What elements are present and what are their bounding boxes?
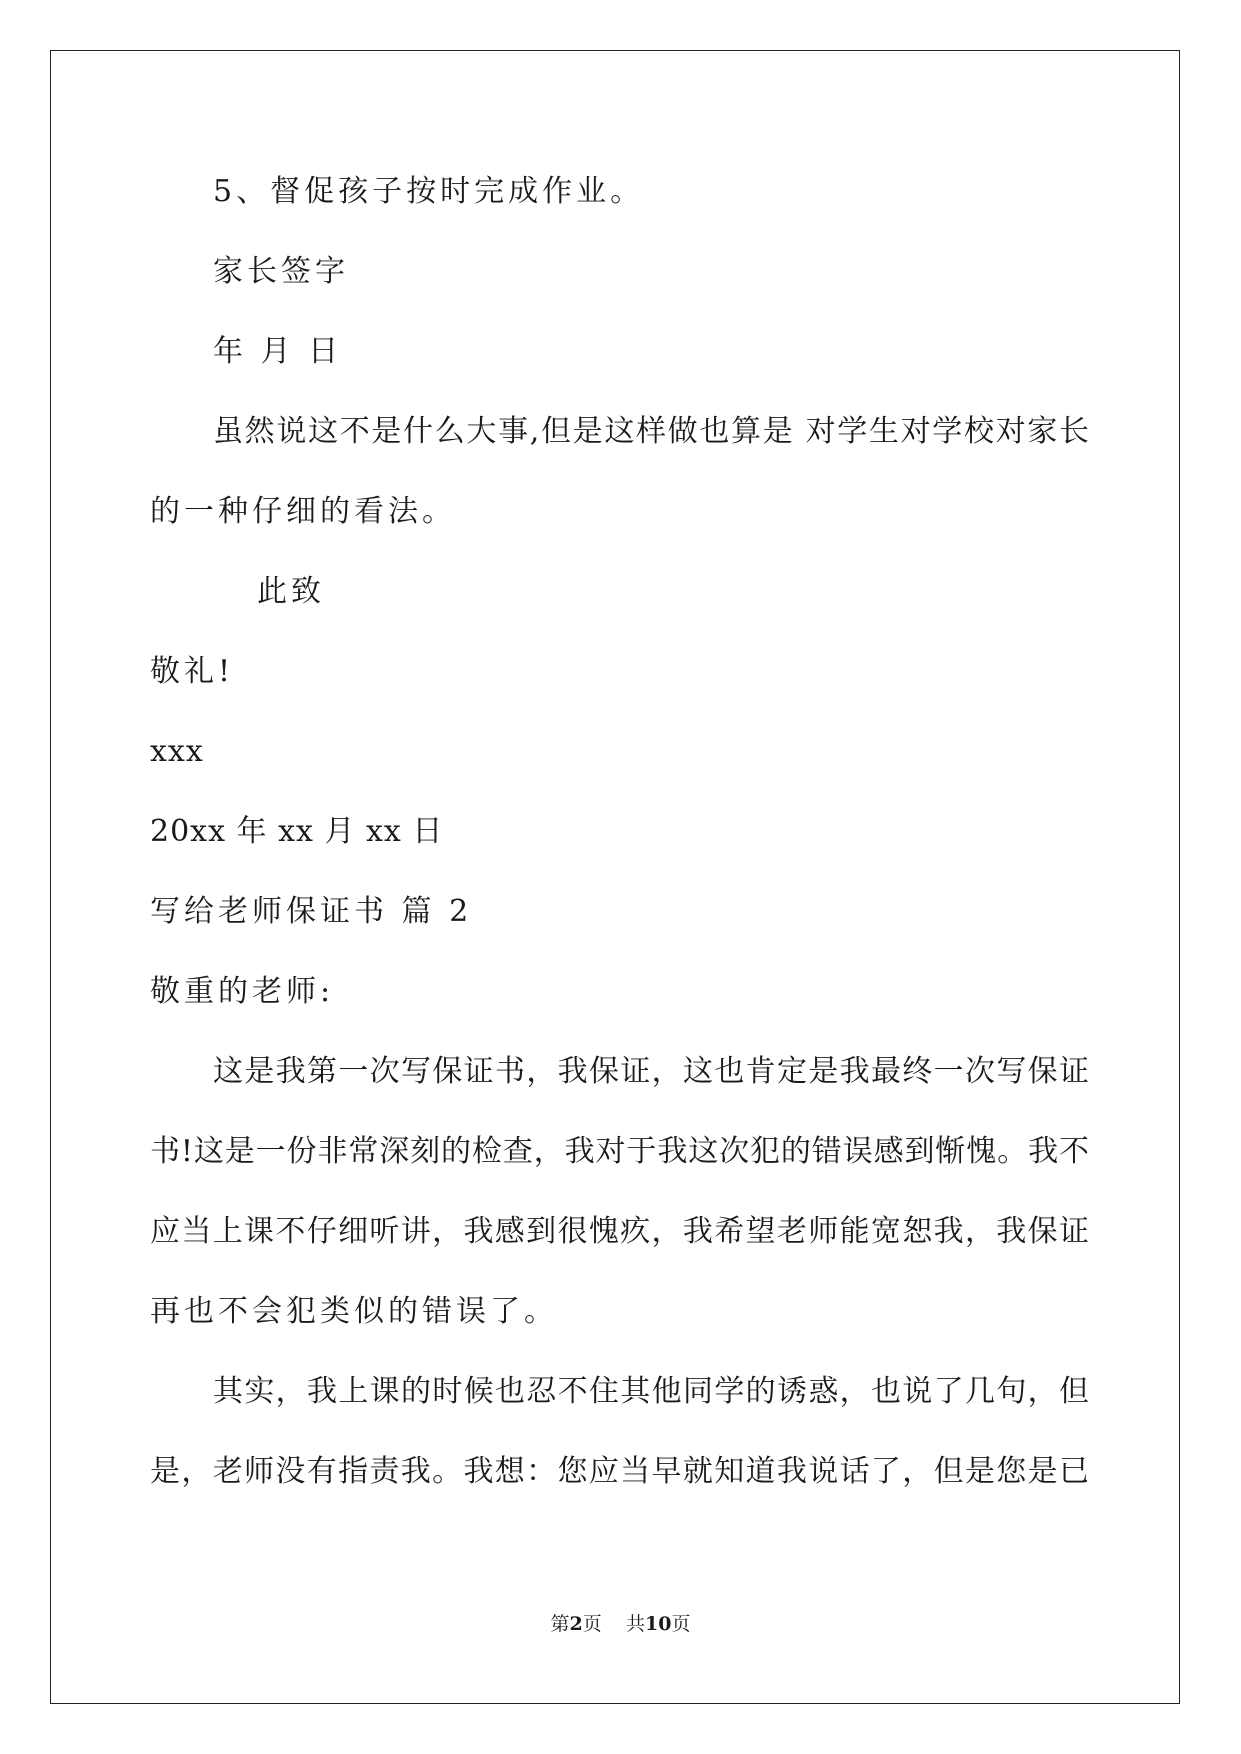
text-line-13: 书!这是一份非常深刻的检查，我对于我这次犯的错误感到惭愧。我不 [150, 1134, 1089, 1169]
text-line-1: 5、督促孩子按时完成作业。 [213, 174, 645, 209]
text-line-4: 虽然说这不是什么大事,但是这样做也算是 对学生对学校对家长 [213, 414, 1089, 449]
page-footer [0, 1612, 1241, 1636]
footer-total-suffix: 页 [671, 1613, 691, 1635]
greeting: 敬重的老师: [150, 974, 335, 1009]
text-line-5: 的一种仔细的看法。 [150, 494, 456, 529]
text-line-16: 其实，我上课的时候也忍不住其他同学的诱惑，也说了几句，但 [213, 1374, 1089, 1409]
signature-name: xxx [150, 734, 204, 769]
text-line-12: 这是我第一次写保证书，我保证，这也肯定是我最终一次写保证 [213, 1054, 1089, 1089]
section-title: 写给老师保证书 篇 2 [150, 894, 473, 929]
footer-page-number: 2 [569, 1613, 583, 1635]
text-line-3: 年 月 日 [213, 334, 343, 369]
text-line-17: 是，老师没有指责我。我想：您应当早就知道我说话了，但是您是已 [150, 1454, 1089, 1489]
closing-phrase: 此致 [257, 574, 325, 609]
footer-total-prefix: 共 [625, 1613, 645, 1635]
footer-page-suffix: 页 [582, 1613, 602, 1635]
text-line-14: 应当上课不仔细听讲，我感到很愧疚，我希望老师能宽恕我，我保证 [150, 1214, 1089, 1249]
salutation-respect: 敬礼! [150, 654, 235, 689]
text-line-15: 再也不会犯类似的错误了。 [150, 1294, 558, 1329]
footer-total-number: 10 [644, 1613, 672, 1635]
text-line-2: 家长签字 [213, 254, 349, 289]
signature-date: 20xx 年 xx 月 xx 日 [150, 814, 444, 849]
footer-page-prefix: 第 [550, 1613, 570, 1635]
